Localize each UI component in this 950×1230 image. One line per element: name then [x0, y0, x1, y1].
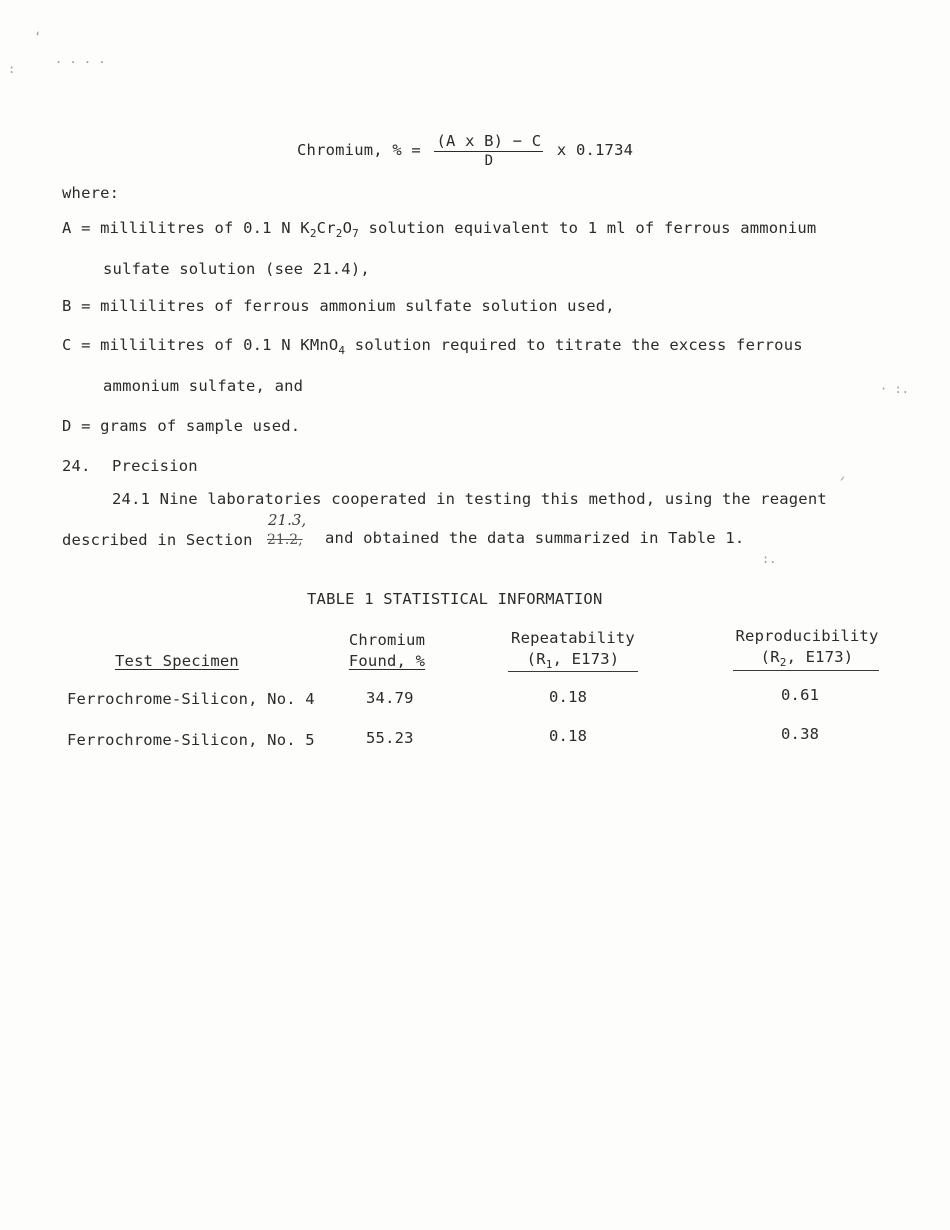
header-chromium-line2: Found, %	[348, 652, 426, 670]
handwritten-section-ref: 21.3,	[268, 511, 307, 529]
header-test-specimen: Test Specimen	[115, 652, 239, 670]
formula-lhs: Chromium, % =	[297, 141, 421, 159]
paragraph-line-1: 24.1 Nine laboratories cooperated in testing this method, using the reagent	[112, 490, 827, 508]
reproducibility-underline	[733, 670, 879, 671]
scan-speck: :.	[762, 552, 777, 566]
definition-a-continuation: sulfate solution (see 21.4),	[103, 260, 370, 278]
scan-speck: ᐟ	[840, 474, 846, 488]
reproducibility-symbol: (R	[760, 648, 780, 666]
paragraph-line-2-suffix: and obtained the data summarized in Table 1.	[325, 529, 745, 547]
chromium-formula	[297, 132, 633, 169]
header-repeatability	[498, 628, 648, 675]
reproducibility-standard: , E173)	[786, 648, 854, 666]
def-c-sub: 4	[338, 344, 346, 357]
def-a-suffix: solution equivalent to 1 ml of ferrous ammonium	[358, 219, 817, 237]
header-chromium	[343, 630, 431, 672]
def-a-prefix: A = millilitres of 0.1 N K	[62, 219, 310, 237]
definition-c-continuation: ammonium sulfate, and	[103, 377, 304, 395]
header-chromium-line1: Chromium	[348, 631, 426, 649]
table-row-2-repeatability: 0.18	[549, 727, 588, 745]
table-row-1-chromium: 34.79	[366, 689, 414, 707]
def-c-prefix: C = millilitres of 0.1 N KMnO	[62, 336, 339, 354]
table-row-2-specimen: Ferrochrome-Silicon, No. 5	[67, 731, 315, 749]
scan-speck: · :.	[880, 382, 909, 396]
def-c-suffix: solution required to titrate the excess ferrous	[345, 336, 803, 354]
formula-numerator: (A x B) − C	[436, 132, 542, 150]
section-title: Precision	[112, 457, 198, 475]
def-a-mid1: Cr	[316, 219, 336, 237]
header-reproducibility	[728, 626, 886, 673]
formula-fraction	[434, 132, 543, 169]
scan-speck: . . . .	[55, 52, 106, 66]
definition-a	[62, 219, 816, 240]
formula-multiplier: x 0.1734	[556, 141, 634, 159]
scan-speck: :	[8, 62, 16, 76]
table-row-2-reproducibility: 0.38	[781, 725, 820, 743]
def-a-mid2: O	[342, 219, 353, 237]
definition-c	[62, 336, 803, 357]
table-row-2-chromium: 55.23	[366, 729, 414, 747]
formula-denominator: D	[484, 153, 494, 169]
table-row-1-reproducibility: 0.61	[781, 686, 820, 704]
reproducibility-subscript: 2	[779, 656, 787, 669]
section-number: 24.	[62, 457, 91, 475]
table-row-1-repeatability: 0.18	[549, 688, 588, 706]
repeatability-underline	[508, 671, 638, 672]
def-a-sub3: 7	[352, 227, 359, 240]
table-title: TABLE 1 STATISTICAL INFORMATION	[307, 590, 603, 608]
where-label: where:	[62, 184, 120, 202]
scan-speck: ‘	[34, 30, 42, 44]
repeatability-subscript: 1	[545, 658, 553, 671]
struck-section-ref: 21.2,	[267, 532, 303, 548]
table-row-1-specimen: Ferrochrome-Silicon, No. 4	[67, 690, 315, 708]
def-a-sub2: 2	[335, 227, 343, 240]
paragraph-line-2-prefix: described in Section	[62, 531, 253, 549]
def-a-sub1: 2	[309, 227, 317, 240]
header-repeatability-line1: Repeatability	[511, 629, 635, 647]
header-reproducibility-line1: Reproducibility	[735, 627, 879, 645]
definition-b: B = millilitres of ferrous ammonium sulfate solution used,	[62, 297, 615, 315]
repeatability-standard: , E173)	[552, 650, 620, 668]
repeatability-symbol: (R	[526, 650, 546, 668]
definition-d: D = grams of sample used.	[62, 417, 301, 435]
